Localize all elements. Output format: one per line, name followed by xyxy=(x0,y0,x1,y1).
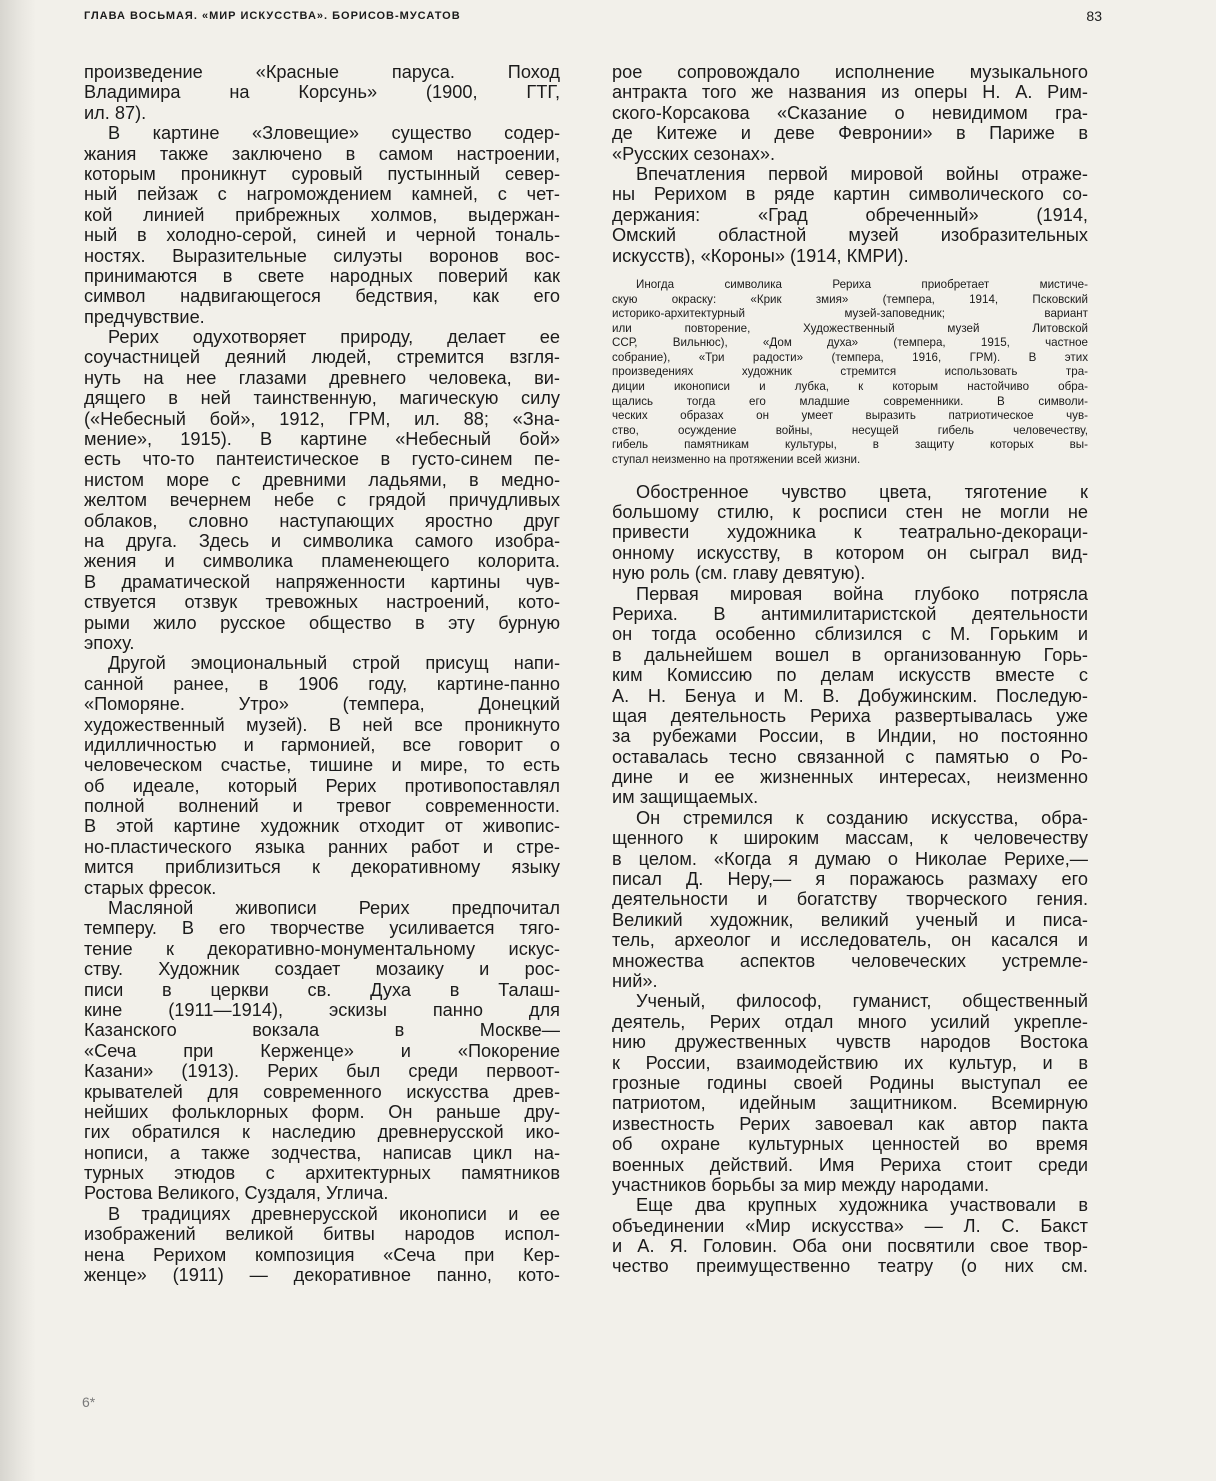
text-line: ны Рерихом в ряде картин символического со- xyxy=(612,184,1088,205)
text-line: Владимира на Корсунь» (1900, ГТГ, xyxy=(84,82,560,103)
text-line: писи в церкви св. Духа в Талаш- xyxy=(84,979,560,1000)
text-line: «Русских сезонах». xyxy=(612,143,776,164)
text-line: «Сеча при Керженце» и «Покорение xyxy=(84,1040,560,1061)
text-line: он тогда особенно сблизился с М. Горьким и xyxy=(612,624,1088,645)
text-line: санной ранее, в 1906 году, картине-панно xyxy=(84,673,560,694)
text-line: Еще два крупных художника участвовали в xyxy=(636,1195,1088,1216)
text-line: Рериха. В антимилитаристской деятельности xyxy=(612,603,1088,624)
text-line: деятель, Рерих отдал много усилий укрепле- xyxy=(612,1011,1088,1032)
text-line: ступал неизменно на протяжении всей жизни. xyxy=(612,453,861,467)
text-line: Впечатления первой мировой войны отраже- xyxy=(636,163,1088,184)
text-line: которым проникнут суровый пустынный север- xyxy=(84,163,560,184)
text-line: В драматической напряженности картины чув- xyxy=(84,571,560,592)
small-print-note xyxy=(612,278,1088,468)
text-line: ную роль (см. главу девятую). xyxy=(612,563,866,584)
text-line: де Китеже и деве Февронии» в Париже в xyxy=(612,123,1088,144)
text-line: А. Н. Бенуа и М. В. Добужинским. Последую- xyxy=(612,685,1088,706)
text-line: участников борьбы за мир между народами. xyxy=(612,1174,990,1195)
text-line: нена Рерихом композиция «Сеча при Кер- xyxy=(84,1244,560,1265)
text-line: об идеале, который Рерих противопоставлял xyxy=(84,775,560,796)
text-line: Казани» (1913). Рерих был среди первоот- xyxy=(84,1061,560,1082)
text-line: патриотом, идейным защитником. Всемирную xyxy=(612,1093,1088,1114)
text-line: старых фресок. xyxy=(84,877,217,898)
text-line: привести художника к театрально-декораци- xyxy=(612,522,1088,543)
right-column-bottom-text xyxy=(612,482,1088,1277)
text-line: держания: «Град обреченный» (1914, xyxy=(612,204,1088,225)
text-line: ство, осуждение войны, несущей гибель человечеству, xyxy=(612,423,1088,437)
text-line: собрание), «Три радости» (темпера, 1916, ГРМ). В этих xyxy=(612,350,1088,364)
text-line: большому стилю, к росписи стен не могли не xyxy=(612,502,1088,523)
text-line: дине и ее жизненных интересах, неизменно xyxy=(612,767,1088,788)
text-line: жания также заключено в самом настроении, xyxy=(84,143,560,164)
text-line: искусств), «Короны» (1914, КМРИ). xyxy=(612,245,909,266)
text-line: в целом. «Когда я думаю о Николае Рерихе,— xyxy=(612,848,1088,869)
text-line: Омский областной музей изобразительных xyxy=(612,225,1088,246)
text-line: ствуется отзвук тревожных настроений, кото- xyxy=(84,592,560,613)
text-line: и А. Я. Головин. Оба они посвятили свое твор- xyxy=(612,1236,1088,1257)
text-line: оставалась тесно связанной с памятью о Ро- xyxy=(612,746,1088,767)
text-line: Ученый, философ, гуманист, общественный xyxy=(636,991,1088,1012)
text-line: художественный музей). В ней все проникнуто xyxy=(84,714,560,735)
text-line: рое сопровождало исполнение музыкального xyxy=(612,62,1088,82)
text-line: соучастницей деяний людей, стремится взгля- xyxy=(84,347,560,368)
text-line: рыми жило русское общество в эту бурную xyxy=(84,612,560,633)
text-line: кине (1911—1914), эскизы панно для xyxy=(84,999,560,1020)
text-line: произведениях художник стремится использовать тра- xyxy=(612,365,1088,379)
text-line: гибель памятникам культуры, в защиту которых вы- xyxy=(612,438,1088,452)
text-line: ный в холодно-серой, синей и черной тональ- xyxy=(84,225,560,246)
text-line: человеческом счастье, тишине и мире, то есть xyxy=(84,755,560,776)
text-line: историко-архитектурный музей-заповедник; вариант xyxy=(612,307,1088,321)
left-column xyxy=(84,62,560,1285)
text-line: Он стремился к созданию искусства, обра- xyxy=(636,807,1088,828)
text-line: известность Рерих завоевал как автор пакта xyxy=(612,1113,1088,1134)
signature-mark: 6* xyxy=(82,1394,96,1410)
text-line: ССР, Вильнюс), «Дом духа» (темпера, 1915, частное xyxy=(612,336,1088,350)
text-line: онному искусству, в котором он сыграл вид- xyxy=(612,542,1088,563)
text-line: принимаются в свете народных поверий как xyxy=(84,265,560,286)
text-line: гих обратился к наследию древнерусской ико- xyxy=(84,1122,560,1143)
text-line: жения и символика пламенеющего колорита. xyxy=(84,551,560,572)
page-number: 83 xyxy=(1086,8,1102,24)
text-line: «Поморяне. Утро» (темпера, Донецкий xyxy=(84,694,560,715)
text-line: дящего в ней таинственную, магическую силу xyxy=(84,388,560,409)
text-line: Великий художник, великий ученый и писа- xyxy=(612,909,1088,930)
text-line: нуть на нее глазами древнего человека, ви- xyxy=(84,367,560,388)
text-line: чество преимущественно театру (о них см. xyxy=(612,1256,1088,1277)
text-line: кой линией прибрежных холмов, выдержан- xyxy=(84,204,560,225)
text-line: в дальнейшем вошел в организованную Горь- xyxy=(612,644,1088,665)
text-line: желтом вечернем небе с грядой причудливых xyxy=(84,490,560,511)
text-line: Казанского вокзала в Москве— xyxy=(84,1020,560,1041)
text-line: мение», 1915). В картине «Небесный бой» xyxy=(84,429,560,450)
text-line: есть что-то пантеистическое в густо-синем пе- xyxy=(84,449,560,470)
text-line: скую окраску: «Крик змия» (темпера, 1914, Псковский xyxy=(612,292,1088,306)
text-line: произведение «Красные паруса. Поход xyxy=(84,62,560,82)
text-line: В традициях древнерусской иконописи и ее xyxy=(108,1203,560,1224)
text-line: изображений великой битвы народов испол- xyxy=(84,1224,560,1245)
right-column xyxy=(612,62,1088,1277)
text-line: за рубежами России, в Индии, но постоянно xyxy=(612,726,1088,747)
text-line: военных действий. Имя Рериха стоит среди xyxy=(612,1154,1088,1175)
page-edge-shadow xyxy=(0,0,36,1481)
text-line: В этой картине художник отходит от живопис- xyxy=(84,816,560,837)
text-line: темперу. В его творчестве усиливается тяго- xyxy=(84,918,560,939)
text-line: множества аспектов человеческих устремле- xyxy=(612,950,1088,971)
text-line: антракта того же названия из оперы Н. А. Рим- xyxy=(612,82,1088,103)
text-line: эпоху. xyxy=(84,632,135,653)
text-line: диции иконописи и лубка, к которым настойчиво обра- xyxy=(612,380,1088,394)
text-line: щались тогда его младшие современники. В символи- xyxy=(612,394,1088,408)
text-line: тель, археолог и исследователь, он касался и xyxy=(612,930,1088,951)
text-line: Другой эмоциональный строй присущ напи- xyxy=(108,653,560,674)
text-line: писал Д. Неру,— я поражаюсь размаху его xyxy=(612,869,1088,890)
text-line: турных этюдов с архитектурных памятников xyxy=(84,1163,560,1184)
text-line: грозные годины своей Родины выступал ее xyxy=(612,1072,1088,1093)
text-line: нописи, а также зодчества, написав цикл на- xyxy=(84,1142,560,1163)
text-line: или повторение, Художественный музей Литовской xyxy=(612,321,1088,335)
text-line: мится приблизиться к декоративному языку xyxy=(84,857,560,878)
text-line: ческих образах он умеет выразить патриотическое чув- xyxy=(612,409,1088,423)
text-line: ского-Корсакова «Сказание о невидимом гра- xyxy=(612,102,1088,123)
running-head: ГЛАВА ВОСЬМАЯ. «МИР ИСКУССТВА». БОРИСОВ-МУСАТОВ xyxy=(84,10,461,22)
text-line: крывателей для современного искусства древ- xyxy=(84,1081,560,1102)
text-line: идилличностью и гармонией, все говорит о xyxy=(84,734,560,755)
right-column-top-text xyxy=(612,62,1088,266)
text-line: нистом море с древними ладьями, в медно- xyxy=(84,469,560,490)
text-line: Рерих одухотворяет природу, делает ее xyxy=(108,327,560,348)
text-line: ил. 87). xyxy=(84,102,147,123)
text-line: к России, взаимодействию их культур, и в xyxy=(612,1052,1088,1073)
text-line: ким Комиссию по делам искусств вместе с xyxy=(612,665,1088,686)
text-line: предчувствие. xyxy=(84,306,205,327)
text-line: В картине «Зловещие» существо содер- xyxy=(108,123,560,144)
text-line: щая деятельность Рериха развертывалась уже xyxy=(612,705,1088,726)
text-line: нию дружественных чувств народов Востока xyxy=(612,1032,1088,1053)
text-line: тение к декоративно-монументальному искус- xyxy=(84,938,560,959)
text-line: им защищаемых. xyxy=(612,787,759,808)
text-line: («Небесный бой», 1912, ГРМ, ил. 88; «Зна- xyxy=(84,408,560,429)
text-line: символ надвигающегося бедствия, как его xyxy=(84,286,560,307)
text-line: Иногда символика Рериха приобретает мистиче- xyxy=(636,277,1088,291)
text-line: нейших фольклорных форм. Он раньше дру- xyxy=(84,1101,560,1122)
text-line: ный пейзаж с нагромождением камней, с чет- xyxy=(84,184,560,205)
text-line: облаков, словно наступающих яростно друг xyxy=(84,510,560,531)
text-line: ностях. Выразительные силуэты воронов вос- xyxy=(84,245,560,266)
text-line: полной волнений и тревог современности. xyxy=(84,796,560,817)
text-line: Первая мировая война глубоко потрясла xyxy=(636,583,1088,604)
text-line: деятельности и богатству творческого гения. xyxy=(612,889,1088,910)
text-line: ству. Художник создает мозаику и рос- xyxy=(84,959,560,980)
text-line: об охране культурных ценностей во время xyxy=(612,1134,1088,1155)
text-line: женце» (1911) — декоративное панно, кото- xyxy=(84,1265,560,1286)
text-line: Обостренное чувство цвета, тяготение к xyxy=(636,481,1088,502)
text-line: щенного к широким массам, к человечеству xyxy=(612,828,1088,849)
text-line: но-пластического языка ранних работ и стре- xyxy=(84,836,560,857)
text-line: объединении «Мир искусства» — Л. С. Бакст xyxy=(612,1215,1088,1236)
text-line: Ростова Великого, Суздаля, Углича. xyxy=(84,1183,389,1204)
text-line: Масляной живописи Рерих предпочитал xyxy=(108,898,560,919)
text-line: на друга. Здесь и символика самого изобра- xyxy=(84,530,560,551)
text-line: ний». xyxy=(612,971,658,991)
